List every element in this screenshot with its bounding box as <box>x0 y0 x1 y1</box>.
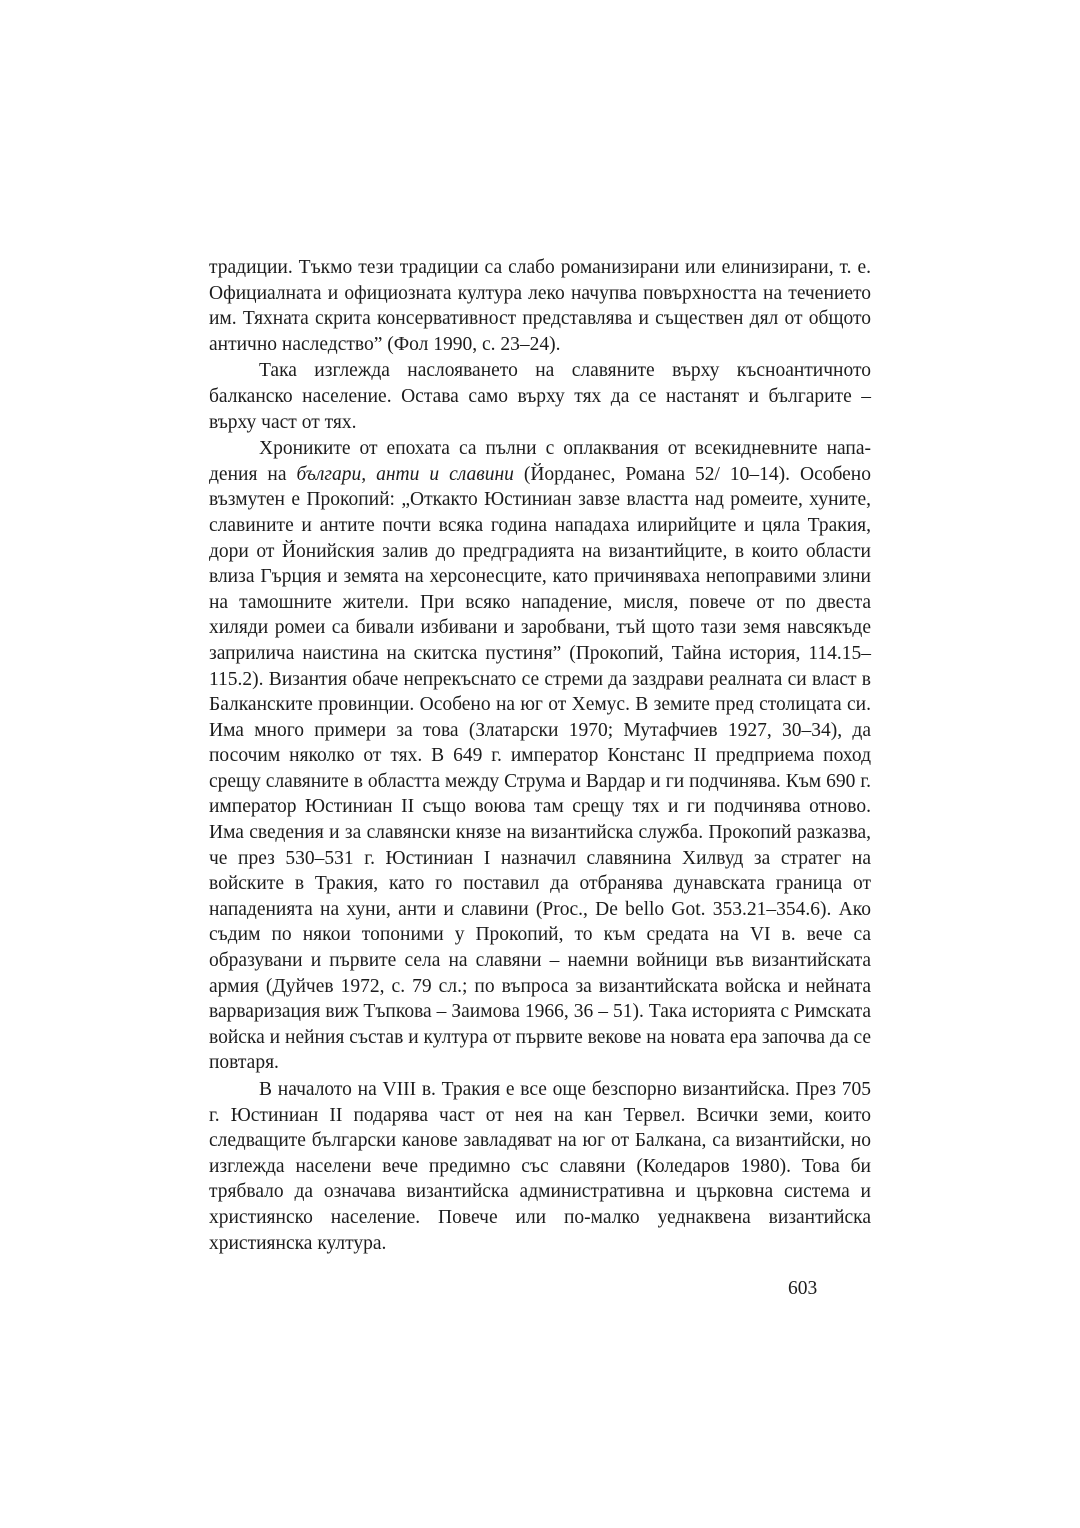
paragraph-3-text-end: (Йорданес, Романа 52/ 10–14). Особено възмутен е Прокопий: „Откакто Юстиниан завзе властта над ромеите, хуните, славините и антите почти всяка година нападаха илирийците и цяла Тракия, дори от Йонийския залив до предградията на византийците, в които области влиза Гърция и земята на херсонесците, като причиняваха непоправими злини на тамошните жители. При всяко нападение, мисля, повече от по двеста хиляди ромеи са бивали избивани и заробвани, тъй щото тази земя навсякъде заприлича наистина на скитска пустиня” (Прокопий, Тайна история, 114.15–115.2). Византия обаче непрекъснато се стреми да заздрави реалната си власт в Балканските провинции. Особено на юг от Хемус. В земите пред столицата си. Има много примери за това (Златарски 1970; Мутафчиев 1927, 30–34), да посочим няколко от тях. В 649 г. император Констанс II предприема поход срещу славяните в областта между Струма и Вардар и ги подчинява. Към 690 г. император Юстиниан II също воюва там срещу тях и ги подчинява отново. Има сведения и за славянски князе на византийска служба. Прокопий разказва, че през 530–531 г. Юстиниан I назначил славянина Хилвуд за стратег на войските в Тракия, като го поставил да отбранява дунавската граница от нападенията на хуни, анти и славини (Proc., De bello Got. 353.21–354.6). Ако съдим по някои топоними у Прокопий, то към средата на VI в. вече са образувани и първите села на славяни – наемни войници във византийската армия (Дуйчев 1972, с. 79 сл.; по въпроса за византийската войска и нейната варваризация виж Тъпкова – Заимова 1966, 36 – 51). Така историята с Римската войска и нейния състав и култура от първите векове на новата ера започва да се повтаря. <box>209 463 871 1074</box>
body-text <box>209 255 871 1256</box>
paragraph-2: Така изглежда наслояването на славяните върху късноантичното балканско население. Остава само върху тях да се настанят и българите – върху част от тях. <box>209 360 871 433</box>
paragraph-1: традиции. Тъкмо тези традиции са слабо романизирани или елинизирани, т. е. Официалната и официозната култура леко начупва повърхността на течението им. Тяхната скрита консервативност представлява и съществен дял от общото антично наследство” (Фол 1990, с. 23–24). <box>209 257 871 355</box>
paragraph-3-italic-text: българи, анти и славини <box>296 463 514 485</box>
paragraph-3 <box>209 436 871 1076</box>
paragraph-3-text-start: Хрониките от епохата са пълни с оплаквания от всекидневните нападения на <box>209 438 871 485</box>
paragraph-4: В началото на VIII в. Тракия е все още безспорно византийска. През 705 г. Юстиниан II подарява част от нея на кан Тервел. Всички земи, които следващите български канове завладяват на юг от Балкана, са византийски, но изглежда населени вече предимно със славяни (Коледаров 1980). Това би трябвало да означава византийска административна и църковна система и християнско население. Повече или по-малко уеднаквена византийска християнска култура. <box>209 1079 871 1254</box>
page-number: 603 <box>788 1278 818 1299</box>
